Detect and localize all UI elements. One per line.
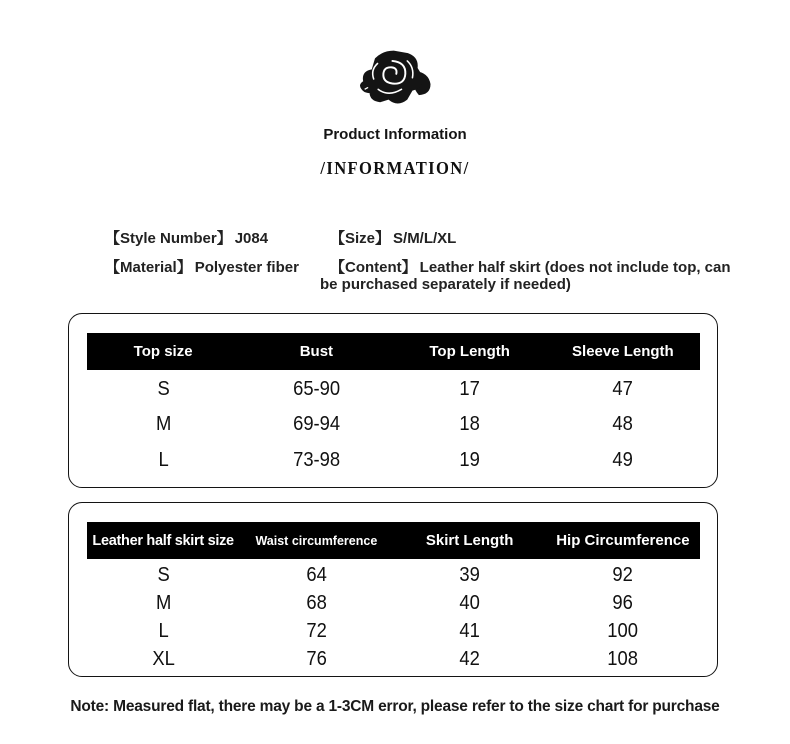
table-cell: 48 [612, 413, 634, 436]
table-cell: 40 [459, 591, 480, 614]
table-cell: S [156, 563, 170, 586]
table-cell: 72 [306, 619, 327, 642]
table-cell: 108 [607, 647, 639, 670]
table-cell: 64 [306, 563, 327, 586]
details-left-column [95, 230, 320, 305]
table-cell: M [155, 591, 171, 614]
column-header: Sleeve Length [572, 343, 674, 360]
detail-value: Leather half skirt (does not include top, can be purchased separately if needed) [320, 258, 731, 293]
header-section [0, 48, 790, 115]
detail-style-number [95, 230, 320, 248]
table-cell: S [156, 378, 170, 401]
table-row [87, 592, 700, 615]
table-cell: 41 [459, 619, 480, 642]
table-row [87, 564, 700, 587]
table-cell: 96 [612, 591, 634, 614]
column-header: Bust [299, 343, 334, 360]
detail-size [320, 230, 732, 248]
detail-label: 【Content】 [330, 258, 417, 276]
detail-value: Polyester fiber [194, 258, 299, 276]
detail-content [320, 259, 732, 294]
detail-value: S/M/L/XL [393, 230, 457, 247]
table-row [87, 648, 700, 671]
column-header: Waist circumference [255, 533, 378, 548]
table-cell: 49 [612, 448, 634, 471]
table-cell: 100 [607, 619, 639, 642]
detail-label: 【Material】 [105, 258, 192, 276]
rose-icon [355, 48, 435, 115]
top-size-table-header [87, 333, 700, 370]
skirt-size-table-header [87, 522, 700, 559]
table-cell: 18 [459, 413, 480, 436]
detail-value: J084 [234, 230, 269, 247]
details-right-column [320, 230, 732, 305]
table-row [87, 378, 700, 401]
column-header: Skirt Length [425, 532, 514, 549]
table-cell: L [158, 619, 169, 642]
table-cell: 17 [459, 378, 480, 401]
skirt-size-table [68, 502, 718, 677]
table-cell: L [158, 448, 169, 471]
table-cell: 69-94 [292, 413, 340, 436]
detail-label: 【Size】 [330, 230, 391, 247]
column-header: Top Length [429, 343, 510, 360]
product-details [95, 230, 735, 305]
page-title: Product Information [323, 126, 467, 143]
detail-label: 【Style Number】 [105, 230, 232, 247]
table-cell: 42 [459, 647, 480, 670]
table-cell: 92 [612, 563, 634, 586]
page-subtitle: /INFORMATION/ [320, 158, 470, 178]
table-row [87, 449, 700, 472]
column-header: Leather half skirt size [92, 532, 234, 549]
skirt-size-table-body [69, 559, 717, 677]
table-cell: 65-90 [292, 378, 340, 401]
top-size-table-body [69, 370, 717, 484]
column-header: Hip Circumference [556, 532, 690, 549]
table-row [87, 413, 700, 436]
table-cell: 39 [459, 563, 480, 586]
table-cell: 68 [306, 591, 327, 614]
table-cell: 47 [612, 378, 634, 401]
table-cell: M [155, 413, 171, 436]
column-header: Top size [133, 343, 193, 360]
table-cell: 76 [306, 647, 327, 670]
table-cell: XL [151, 647, 175, 670]
measurement-note: Note: Measured flat, there may be a 1-3CM error, please refer to the size chart for purchase [70, 698, 720, 715]
table-cell: 19 [459, 448, 480, 471]
table-cell: 73-98 [292, 448, 340, 471]
detail-material [95, 259, 320, 277]
top-size-table [68, 313, 718, 488]
table-row [87, 620, 700, 643]
